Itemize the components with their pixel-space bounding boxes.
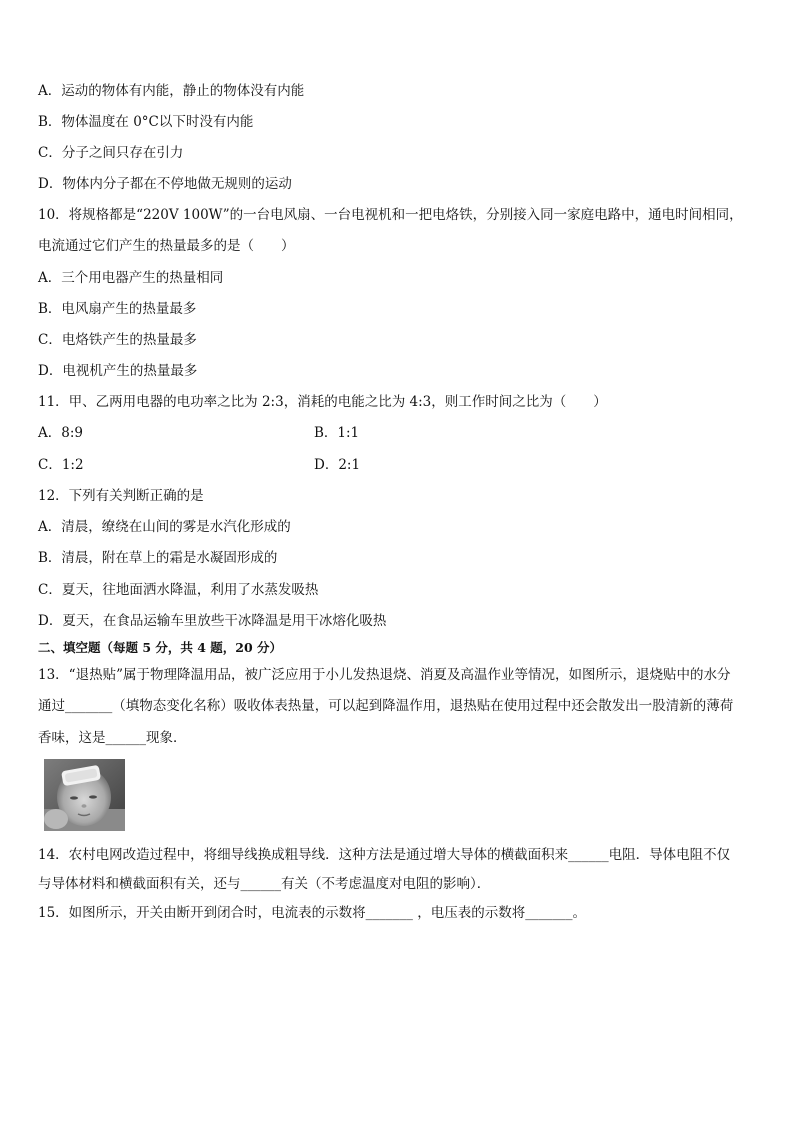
q12-option-d: D．夏天，在食品运输车里放些干冰降温是用干冰熔化吸热 [38, 613, 387, 629]
q10-stem-line1: 10．将规格都是“220V 100W”的一台电风扇、一台电视机和一把电烙铁，分别接入同一家庭电路中，通电时间相同， [38, 207, 743, 223]
q12-option-c: C．夏天，往地面洒水降温，利用了水蒸发吸热 [38, 582, 319, 598]
q11-option-a: A．8:9 [38, 425, 83, 441]
q13-line2: 通过_______（填物态变化名称）吸收体表热量，可以起到降温作用，退热贴在使用过程中还会散发出一股清新的薄荷 [38, 698, 734, 714]
q12-stem: 12．下列有关判断正确的是 [38, 488, 204, 504]
q14-line2: 与导体材料和横截面积有关，还与______有关（不考虑温度对电阻的影响）． [38, 876, 491, 892]
q9-option-a: A．运动的物体有内能，静止的物体没有内能 [38, 83, 305, 99]
q13-line1: 13．“退热贴”属于物理降温用品，被广泛应用于小儿发热退烧、消夏及高温作业等情况，如图所示，退烧贴中的水分 [38, 667, 731, 683]
q9-option-b: B．物体温度在 0°C以下时没有内能 [38, 114, 254, 130]
q9-option-d: D．物体内分子都在不停地做无规则的运动 [38, 176, 292, 192]
q11-option-c: C．1:2 [38, 457, 84, 473]
baby-cooling-patch-photo [44, 759, 125, 831]
q15-line1: 15．如图所示，开关由断开到闭合时，电流表的示数将_______ ，电压表的示数将_______。 [38, 905, 586, 921]
q10-option-c: C．电烙铁产生的热量最多 [38, 332, 197, 348]
q11-stem: 11．甲、乙两用电器的电功率之比为 2:3，消耗的电能之比为 4:3，则工作时间之比为（ ） [38, 394, 607, 410]
q11-option-d: D．2:1 [314, 457, 361, 473]
q10-option-b: B．电风扇产生的热量最多 [38, 301, 197, 317]
q11-option-b: B．1:1 [314, 425, 360, 441]
q12-option-b: B．清晨，附在草上的霜是水凝固形成的 [38, 550, 278, 566]
q9-option-c: C．分子之间只存在引力 [38, 145, 184, 161]
q13-line3: 香味，这是______现象． [38, 730, 187, 746]
q12-option-a: A．清晨，缭绕在山间的雾是水汽化形成的 [38, 519, 291, 535]
q10-stem-line2: 电流通过它们产生的热量最多的是（ ） [38, 238, 295, 254]
q10-option-a: A．三个用电器产生的热量相同 [38, 270, 224, 286]
q10-option-d: D．电视机产生的热量最多 [38, 363, 198, 379]
section-title: 二、填空题（每题 5 分，共 4 题，20 分） [38, 640, 283, 655]
q14-line1: 14．农村电网改造过程中，将细导线换成粗导线．这种方法是通过增大导体的横截面积来______电阻．导体电阻不仅 [38, 847, 731, 863]
